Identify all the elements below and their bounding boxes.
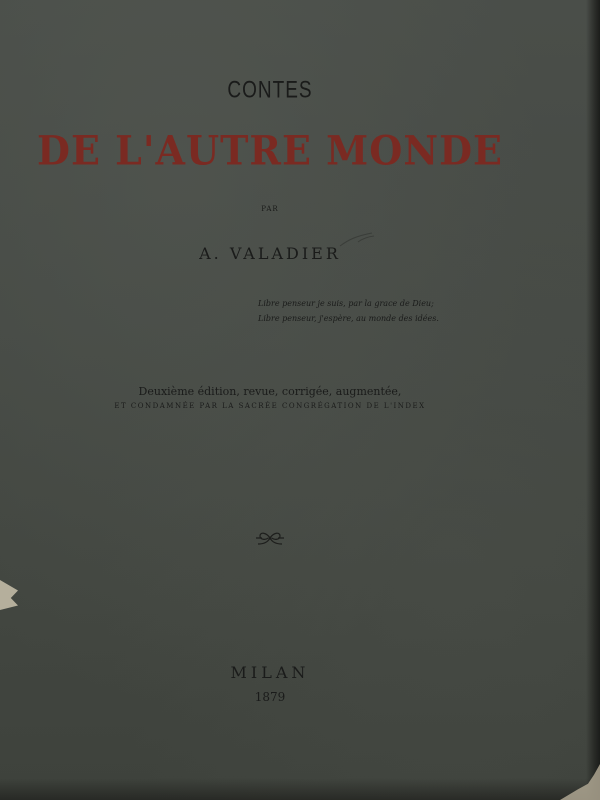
publication-year: 1879 — [254, 690, 286, 704]
cover-right-edge — [586, 0, 600, 800]
author-name: A. VALADIER — [199, 244, 341, 263]
cover-tear-left — [0, 580, 18, 610]
main-title: DE L'AUTRE MONDE — [37, 126, 503, 175]
fleuron-ornament-icon — [250, 526, 290, 550]
condemned-line: ET CONDAMNÉE PAR LA SACRÉE CONGRÉGATION DE L'INDEX — [114, 402, 426, 410]
by-label: PAR — [261, 205, 279, 213]
series-title: CONTES — [227, 77, 313, 104]
cover-bottom-edge — [0, 778, 600, 800]
edition-line: Deuxième édition, revue, corrigée, augmentée, — [138, 385, 402, 398]
epigraph-line-1: Libre penseur je suis, par la grace de Dieu; — [258, 299, 434, 308]
pen-flourish-icon — [338, 230, 378, 250]
publication-city: MILAN — [230, 663, 310, 682]
epigraph-line-2: Libre penseur, j'espère, au monde des idées. — [258, 314, 439, 323]
